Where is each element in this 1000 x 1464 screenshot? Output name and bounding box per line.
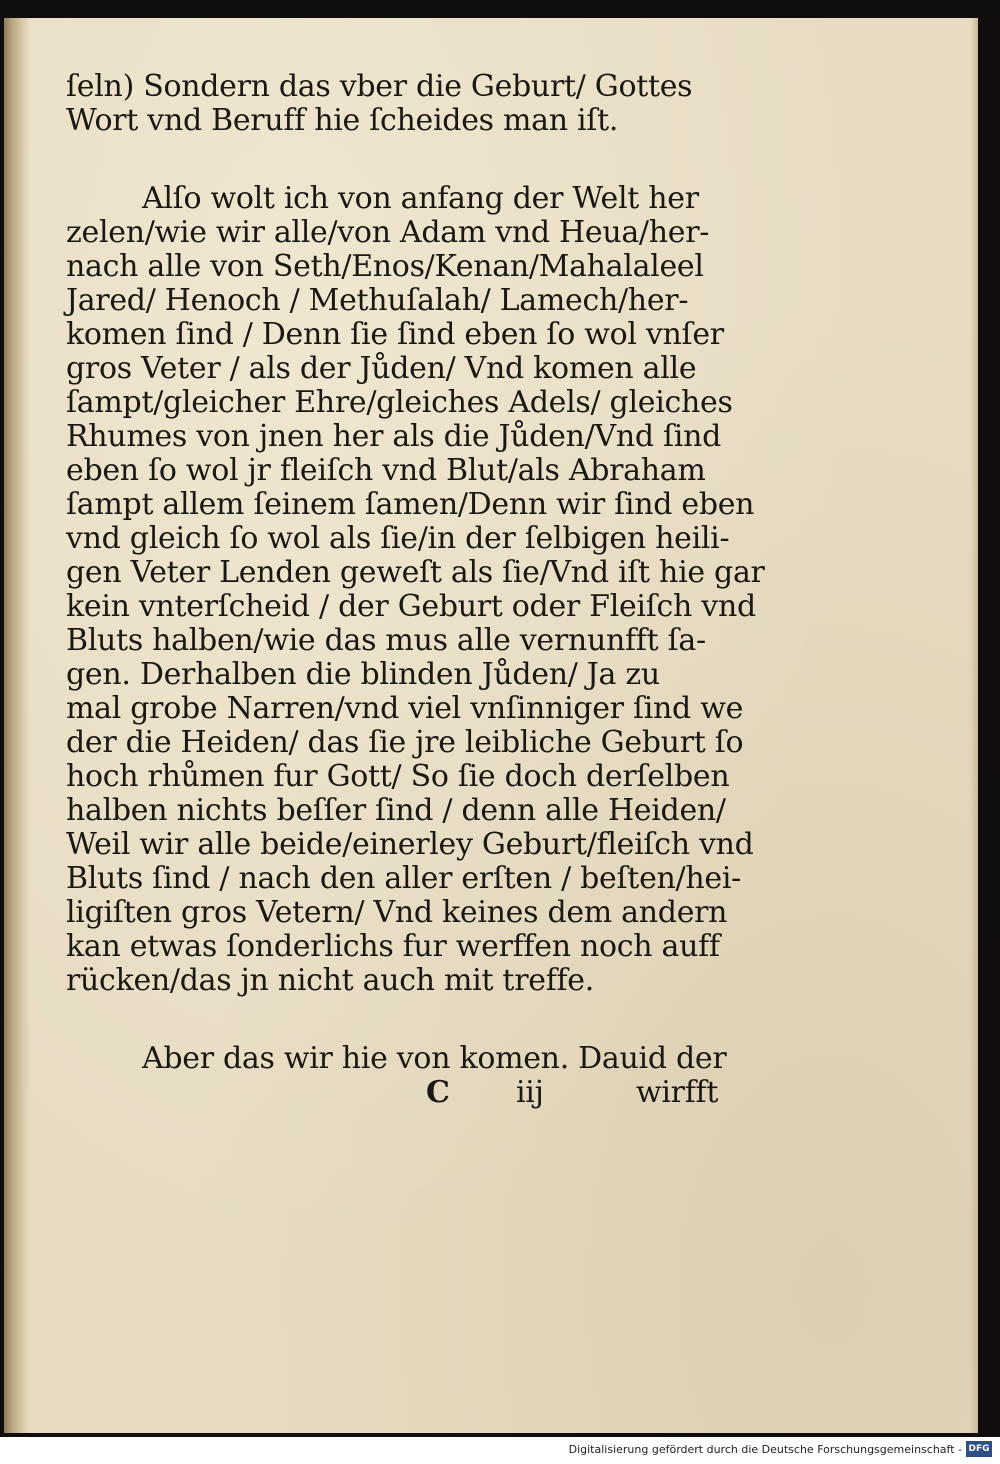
paragraph-gap: [66, 998, 756, 1042]
text-line: Wort vnd Beruff hie ſcheides man iſt.: [66, 103, 619, 138]
text-line: Rhumes von jnen her als die Jůden/Vnd ſind: [66, 419, 722, 454]
text-line: ſeln) Sondern das vber die Geburt/ Gottes: [66, 69, 693, 104]
page-edge: [970, 18, 978, 1433]
paragraph-gap: [66, 138, 756, 182]
catchword: wirfft: [636, 1075, 719, 1110]
text-line: ſampt/gleicher Ehre/gleiches Adels/ gleiches: [66, 385, 733, 420]
dfg-logo-icon: DFG: [966, 1441, 992, 1457]
footer-bar: [0, 1437, 1000, 1464]
text-line: Jared/ Henoch / Methuſalah/ Lamech/her-: [66, 283, 689, 318]
text-line: kan etwas ſonderlichs fur werffen noch auff: [66, 929, 720, 964]
signature-line: [66, 1076, 756, 1110]
footer-credit: Digitalisierung gefördert durch die Deutsche Forschungsgemeinschaft -: [568, 1443, 962, 1456]
text-line: eben ſo wol jr fleiſch vnd Blut/als Abraham: [66, 453, 706, 488]
text-line: der die Heiden/ das ſie jre leibliche Geburt ſo: [66, 725, 744, 760]
text-line: komen ſind / Denn ſie ſind eben ſo wol vnſer: [66, 317, 724, 352]
page-text-block: [66, 69, 765, 1110]
text-line: Bluts halben/wie das mus alle vernunfft ſa-: [66, 623, 706, 658]
text-line: hoch rhůmen fur Gott/ So ſie doch derſelben: [66, 759, 730, 794]
text-line: vnd gleich ſo wol als ſie/in der ſelbigen heili-: [66, 521, 730, 556]
text-line: zelen/wie wir alle/von Adam vnd Heua/her-: [66, 215, 710, 250]
folio-number: iij: [516, 1075, 544, 1110]
text-line: Alſo wolt ich von anfang der Welt her: [142, 181, 699, 216]
text-line: Bluts ſind / nach den aller erſten / beſten/hei-: [66, 861, 741, 896]
text-line: ligiſten gros Vetern/ Vnd keines dem andern: [66, 895, 728, 930]
text-line: gen. Derhalben die blinden Jůden/ Ja zu: [66, 657, 660, 692]
text-line: Aber das wir hie von komen. Dauid der: [142, 1041, 727, 1076]
text-line: kein vnterſcheid / der Geburt oder Fleiſch vnd: [66, 589, 756, 624]
text-line: mal grobe Narren/vnd viel vnſinniger ſind we: [66, 691, 744, 726]
text-line: nach alle von Seth/Enos/Kenan/Mahalaleel: [66, 249, 704, 284]
text-line: gros Veter / als der Jůden/ Vnd komen alle: [66, 351, 697, 386]
page-binding-shadow: [4, 18, 30, 1433]
signature-mark: C: [426, 1075, 450, 1110]
text-line: Weil wir alle beide/einerley Geburt/fleiſch vnd: [66, 827, 754, 862]
text-line: gen Veter Lenden geweſt als ſie/Vnd iſt hie gar: [66, 555, 765, 590]
text-line: halben nichts beſſer ſind / denn alle Heiden/: [66, 793, 726, 828]
text-line: ſampt allem ſeinem ſamen/Denn wir ſind eben: [66, 487, 755, 522]
book-page: [4, 18, 978, 1433]
text-line: rücken/das jn nicht auch mit treffe.: [66, 963, 594, 998]
